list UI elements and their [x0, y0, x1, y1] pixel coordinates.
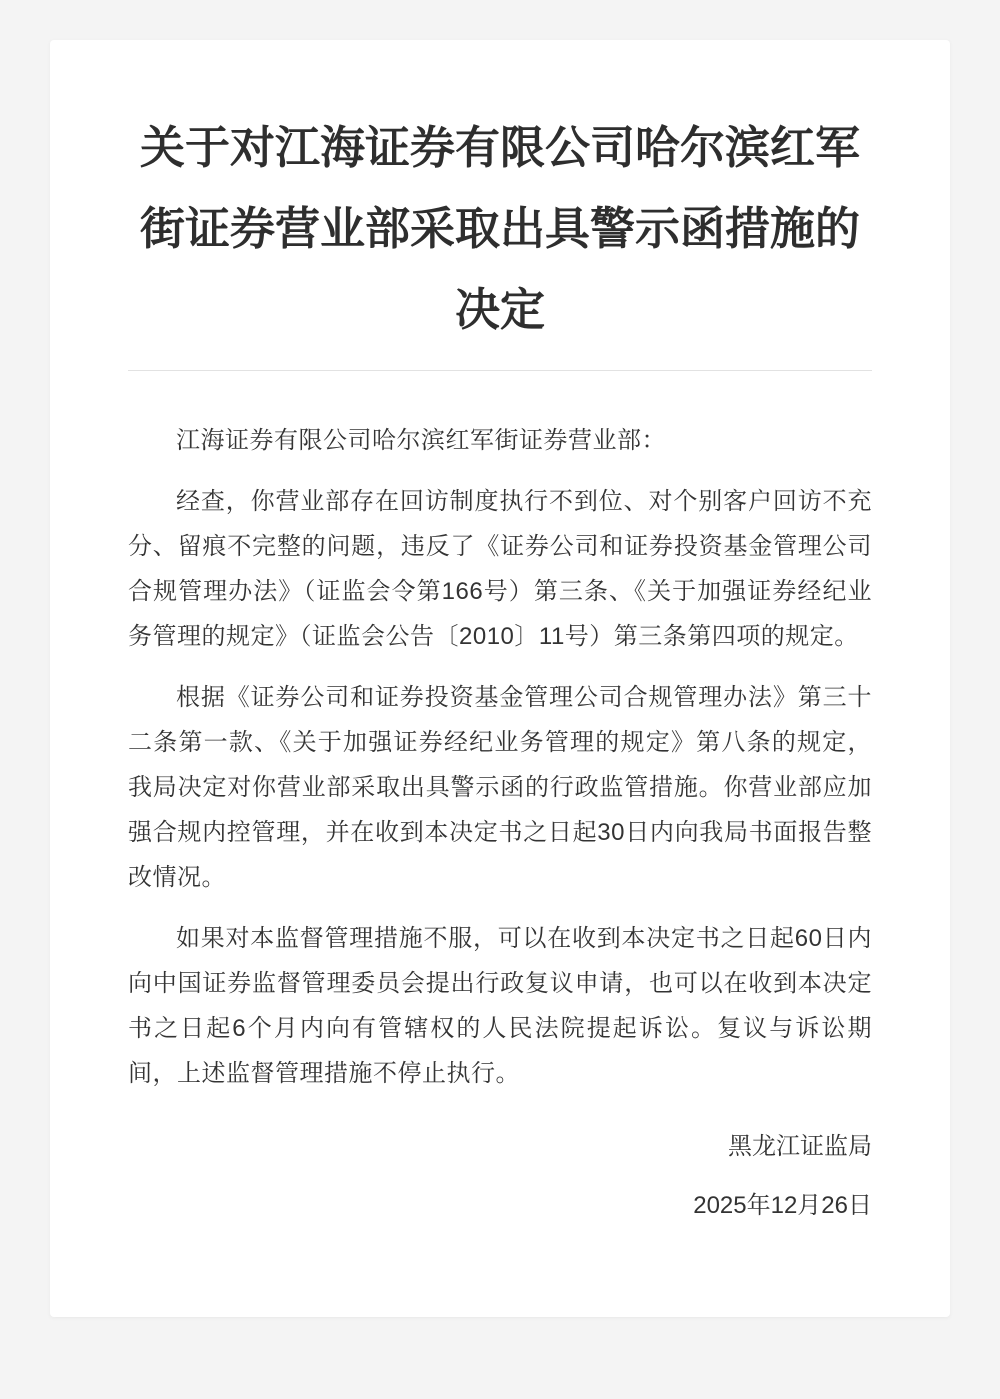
issuer-name: 黑龙江证监局 [728, 1133, 872, 1160]
document-card [50, 40, 950, 1317]
title-divider [128, 370, 872, 371]
salutation-line: 江海证券有限公司哈尔滨红军街证券营业部： [176, 427, 666, 454]
signature-block [128, 1124, 872, 1228]
paragraph-findings: 经查，你营业部存在回访制度执行不到位、对个别客户回访不充分、留痕不完整的问题，违反了《证券公司和证券投资基金管理公司合规管理办法》（证监会令第166号）第三条、《关于加强证券经纪业务管理的规定》（证监会公告〔2010〕11号）第三条第四项的规定。 [128, 488, 872, 650]
paragraph-decision: 根据《证券公司和证券投资基金管理公司合规管理办法》第三十二条第一款、《关于加强证券经纪业务管理的规定》第八条的规定，我局决定对你营业部采取出具警示函的行政监管措施。你营业部应加强合规内控管理，并在收到本决定书之日起30日内向我局书面报告整改情况。 [128, 684, 872, 891]
paragraph-appeal-rights: 如果对本监督管理措施不服，可以在收到本决定书之日起60日内向中国证券监督管理委员会提出行政复议申请，也可以在收到本决定书之日起6个月内向有管辖权的人民法院提起诉讼。复议与诉讼期间，上述监督管理措施不停止执行。 [128, 925, 872, 1087]
document-body [128, 418, 872, 1096]
issue-date: 2025年12月26日 [693, 1192, 872, 1219]
document-title: 关于对江海证券有限公司哈尔滨红军街证券营业部采取出具警示函措施的决定 [139, 122, 860, 335]
